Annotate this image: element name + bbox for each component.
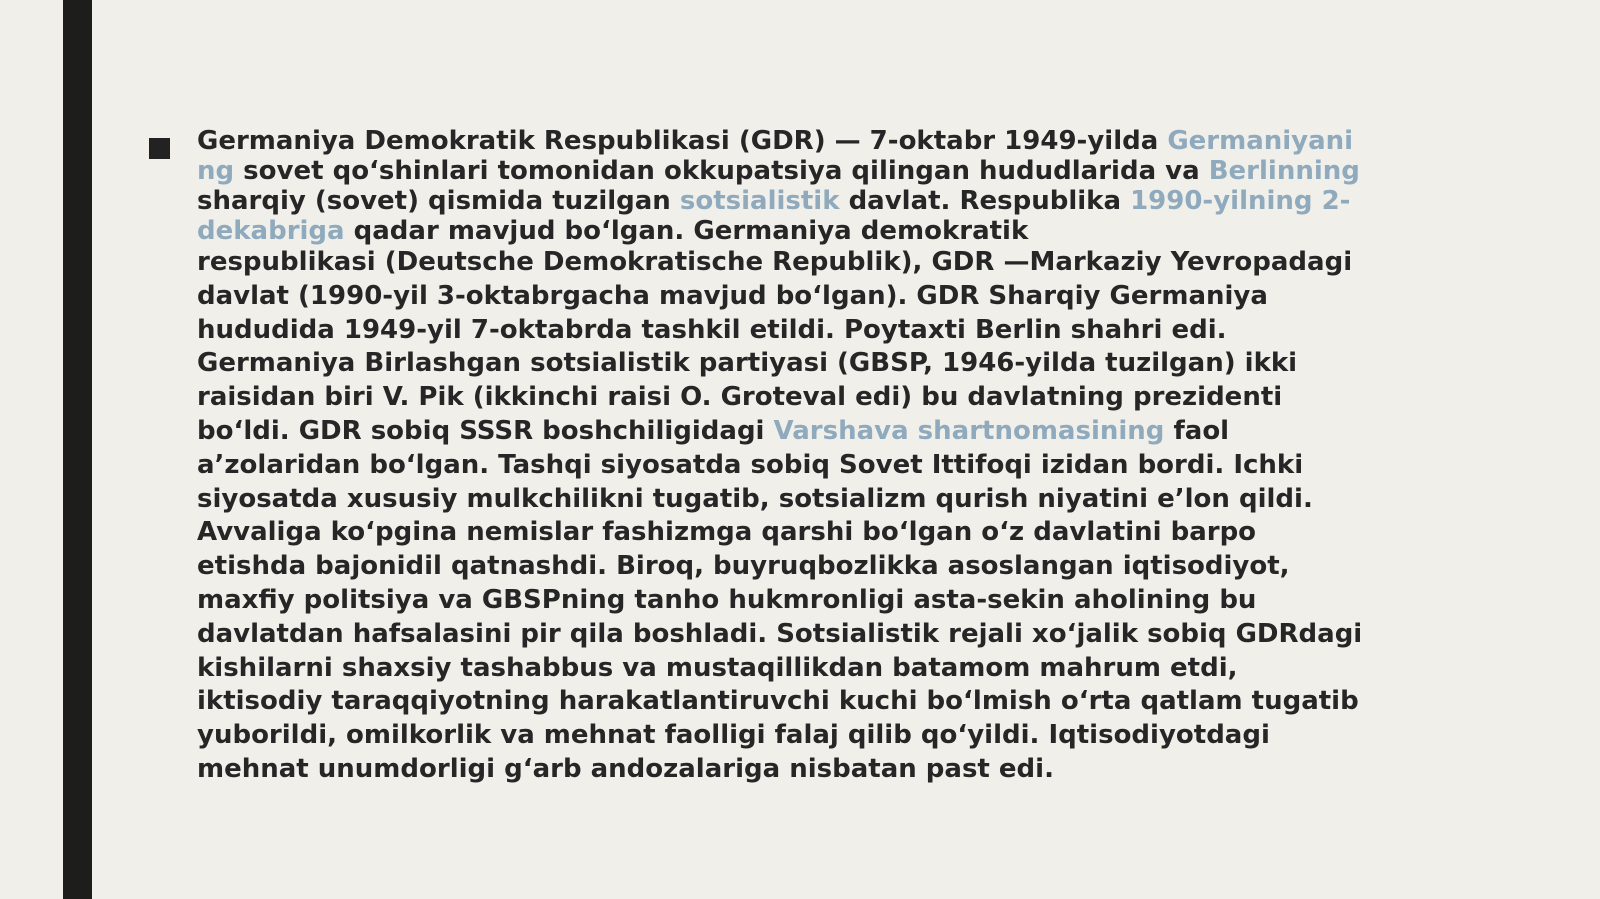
text-run: faol aʼzolaridan boʻlgan. Tashqi siyosatda sobiq Sovet Ittifoqi izidan bordi. Ichki siyosatda xususiy mulkchilikni tugatib, sotsializm qurish niyatini eʼlon qildi. Avvaliga koʻpgina nemislar fashizmga qarshi boʻlgan oʻz davlatini barpo etishda bajonidil qatnashdi. Biroq, buyruqbozlikka asoslangan iqtisodiyot, maxfiy politsiya va GBSPning tanho hukmronligi asta-sekin aholining bu davlatdan hafsalasini pir qila boshladi. Sotsialistik rejali xoʻjalik sobiq GDRdagi kishilarni shaxsiy tashabbus va mustaqillikdan batamom mahrum etdi, iktisodiy taraqqiyotning harakatlantiruvchi kuchi boʻlmish oʻrta qatlam tugatib yuborildi, omilkorlik va mehnat faolligi falaj qilib qoʻyildi. Iqtisodiyotdagi mehnat unumdorligi gʻarb andozalariga nisbatan past edi.	[197, 415, 1363, 784]
text-run: sovet qoʻshinlari tomonidan okkupatsiya qilingan hududlarida va	[234, 156, 1209, 186]
link-varshava-shartnomasi[interactable]: Varshava shartnomasining	[773, 415, 1165, 446]
link-berlinning[interactable]: Berlinning	[1208, 156, 1360, 186]
text-run: davlat. Respublika	[839, 186, 1131, 216]
slide-body-text	[197, 126, 1375, 787]
square-bullet-icon	[149, 138, 170, 159]
link-germaniyaning[interactable]: Germaniyaning	[197, 126, 1354, 186]
text-run: Germaniya Demokratik Respublikasi (GDR) — 7-oktabr 1949-yilda	[197, 126, 1168, 156]
text-run: sharqiy (sovet) qismida tuzilgan	[197, 186, 680, 216]
text-run: respublikasi (Deutsche Demokratische Republik), GDR —Markaziy Yevropadagi davlat (1990-yil 3-oktabrgacha mavjud boʻlgan). GDR Sharqiy Germaniya hududida 1949-yil 7-oktabrda tashkil etildi. Poytaxti Berlin shahri edi. Germaniya Birlashgan sotsialistik partiyasi (GBSP, 1946-yilda tuzilgan) ikki raisidan biri V. Pik (ikkinchi raisi O. Groteval edi) bu davlatning prezidenti boʻldi. GDR sobiq SSSR boshchiligidagi	[197, 247, 1353, 446]
text-run: qadar mavjud boʻlgan. Germaniya demokratik	[344, 216, 1029, 246]
link-1990-dekabr[interactable]: 1990-yilning 2-dekabriga	[197, 186, 1351, 246]
paragraph-intro	[197, 126, 1365, 246]
link-sotsialistik[interactable]: sotsialistik	[679, 186, 840, 216]
accent-side-bar	[63, 0, 92, 899]
paragraph-details	[197, 246, 1367, 787]
